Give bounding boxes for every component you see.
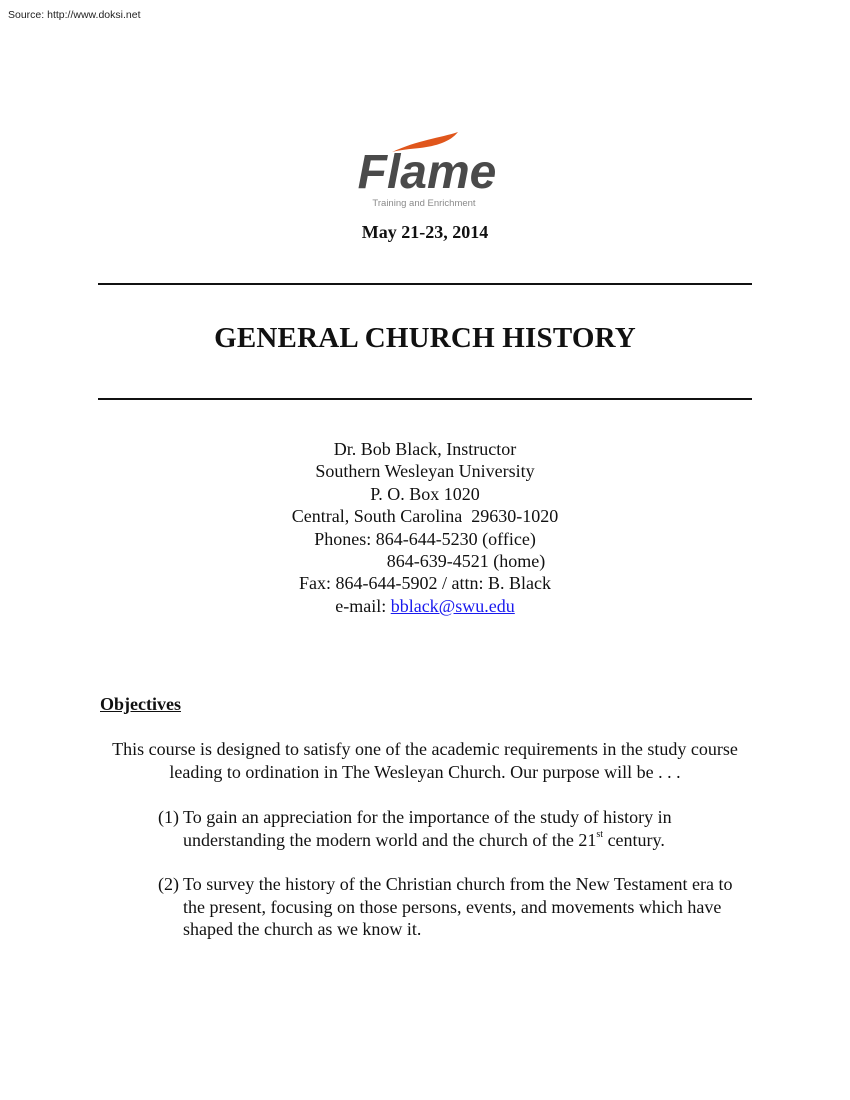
email-link[interactable]: bblack@swu.edu — [390, 595, 515, 616]
po-box: P. O. Box 1020 — [370, 483, 480, 504]
source-note: Source: http://www.doksi.net — [8, 9, 141, 21]
objectives-intro: This course is designed to satisfy one of the academic requirements in the study course leading to ordination in The Wesleyan Church. Our purpose will be . . . — [112, 739, 738, 782]
ordinal-suffix: st — [596, 828, 604, 840]
city-address: Central, South Carolina 29630-1020 — [291, 506, 559, 527]
event-date: May 21-23, 2014 — [361, 222, 489, 242]
objectives-heading: Objectives — [100, 694, 181, 714]
fax: Fax: 864-644-5902 / attn: B. Black — [299, 573, 551, 594]
flame-logo — [340, 128, 515, 212]
bottom-rule — [98, 398, 752, 400]
contact-block — [0, 438, 850, 617]
email-line — [0, 595, 850, 617]
phone-office: Phones: 864-644-5230 (office) — [314, 528, 536, 549]
objective-number: (1) — [158, 807, 179, 827]
objective-text: To gain an appreciation for the importance of the study of history in understanding the modern world and the church of the 21st century. — [183, 807, 672, 850]
objective-item — [158, 873, 758, 941]
objective-text: To survey the history of the Christian church from the New Testament era to the present, focusing on those persons, events, and movements which have shaped the church as we know it. — [183, 874, 733, 939]
logo-tagline: Training and Enrichment — [372, 198, 476, 209]
top-rule — [98, 283, 752, 285]
instructor-name: Dr. Bob Black, Instructor — [333, 439, 517, 459]
institution: Southern Wesleyan University — [315, 461, 535, 482]
page-title: GENERAL CHURCH HISTORY — [214, 322, 636, 354]
phone-home: 864-639-4521 (home) — [386, 551, 546, 572]
logo-wordmark: Flame — [357, 146, 497, 199]
email-label: e-mail: — [335, 595, 391, 616]
objective-item — [158, 806, 758, 851]
objective-number: (2) — [158, 874, 179, 894]
